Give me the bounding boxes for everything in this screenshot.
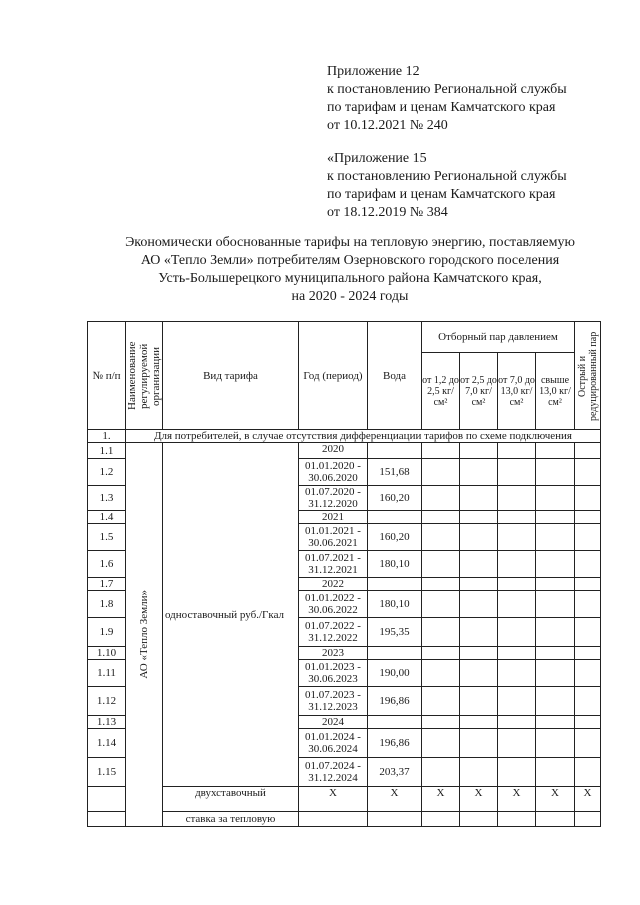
x-mark: X [536, 787, 575, 812]
empty-cell [575, 758, 601, 787]
row-num: 1.2 [88, 459, 126, 486]
appendix-original-line: к постановлению Региональной службы [327, 169, 567, 184]
table-row [88, 443, 601, 459]
water-cell [368, 443, 422, 459]
empty-cell [460, 729, 498, 758]
row-num: 1.3 [88, 486, 126, 511]
x-mark: X [575, 787, 601, 812]
document-title [60, 234, 640, 306]
empty-cell [422, 511, 460, 524]
section-num: 1. [88, 430, 126, 443]
empty-cell [575, 443, 601, 459]
empty-cell [422, 486, 460, 511]
empty-cell [498, 486, 536, 511]
empty-cell [422, 443, 460, 459]
row-num: 1.6 [88, 551, 126, 578]
x-mark: X [460, 787, 498, 812]
period-cell: 2020 [299, 443, 368, 459]
empty-cell [575, 647, 601, 660]
empty-cell [575, 486, 601, 511]
header-sharp-text: Острый и редуцированный пар [576, 330, 599, 421]
org-name-cell [126, 443, 163, 827]
row-num: 1.5 [88, 524, 126, 551]
empty-cell [536, 486, 575, 511]
empty-cell [498, 511, 536, 524]
empty-cell [498, 660, 536, 687]
empty-cell [536, 443, 575, 459]
header-steam-group: Отборный пар давлением [422, 322, 575, 353]
empty-cell [460, 618, 498, 647]
title-line: на 2020 - 2024 годы [291, 289, 409, 304]
header-pressure-4: свыше 13,0 кг/см² [536, 353, 575, 430]
title-line: АО «Тепло Земли» потребителям Озерновского городского поселения [140, 253, 560, 268]
empty-cell [422, 618, 460, 647]
empty-cell [575, 812, 601, 827]
title-line: Усть-Большерецкого муниципального района Камчатского края, [158, 271, 542, 286]
period-cell: 01.07.2024 - 31.12.2024 [299, 758, 368, 787]
row-num: 1.1 [88, 443, 126, 459]
period-cell: 2023 [299, 647, 368, 660]
empty-cell [460, 812, 498, 827]
row-num [88, 812, 126, 827]
row-num: 1.4 [88, 511, 126, 524]
empty-cell [536, 758, 575, 787]
tariff-table [87, 321, 601, 827]
empty-cell [575, 551, 601, 578]
empty-cell [460, 591, 498, 618]
empty-cell [422, 459, 460, 486]
water-cell [368, 647, 422, 660]
x-mark: X [498, 787, 536, 812]
row-num: 1.7 [88, 578, 126, 591]
row-num [88, 787, 126, 812]
empty-cell [536, 459, 575, 486]
empty-cell [575, 524, 601, 551]
empty-cell [422, 660, 460, 687]
header-type: Вид тарифа [163, 322, 299, 430]
empty-cell [575, 729, 601, 758]
empty-cell [498, 687, 536, 716]
empty-cell [575, 511, 601, 524]
appendix-current-line: Приложение 12 [327, 64, 420, 79]
empty-cell [575, 716, 601, 729]
row-num: 1.15 [88, 758, 126, 787]
empty-cell [498, 729, 536, 758]
empty-cell [422, 551, 460, 578]
header-pressure-3: от 7,0 до 13,0 кг/см² [498, 353, 536, 430]
empty-cell [460, 758, 498, 787]
empty-cell [422, 687, 460, 716]
header-org-text: Наименование регулируемой организации [126, 341, 162, 410]
empty-cell [536, 716, 575, 729]
heat-rate-label: ставка за тепловую [163, 812, 299, 827]
empty-cell [536, 578, 575, 591]
empty-cell [575, 618, 601, 647]
empty-cell [422, 647, 460, 660]
empty-cell [460, 716, 498, 729]
period-cell: 01.07.2023 - 31.12.2023 [299, 687, 368, 716]
empty-cell [299, 812, 368, 827]
empty-cell [460, 660, 498, 687]
empty-cell [498, 618, 536, 647]
x-mark: X [299, 787, 368, 812]
period-cell: 01.07.2021 - 31.12.2021 [299, 551, 368, 578]
header-water: Вода [368, 322, 422, 430]
empty-cell [536, 647, 575, 660]
empty-cell [536, 687, 575, 716]
table-row [88, 812, 601, 827]
org-name: АО «Тепло Земли» [138, 590, 150, 679]
empty-cell [460, 551, 498, 578]
period-cell: 01.01.2022 - 30.06.2022 [299, 591, 368, 618]
empty-cell [460, 687, 498, 716]
empty-cell [536, 524, 575, 551]
x-mark: X [422, 787, 460, 812]
empty-cell [536, 812, 575, 827]
water-cell: 196,86 [368, 687, 422, 716]
row-num: 1.12 [88, 687, 126, 716]
empty-cell [460, 486, 498, 511]
table-row [88, 787, 601, 812]
water-cell: 190,00 [368, 660, 422, 687]
appendix-current-line: по тарифам и ценам Камчатского края [327, 100, 556, 115]
water-cell: 160,20 [368, 524, 422, 551]
empty-cell [575, 459, 601, 486]
empty-cell [422, 578, 460, 591]
empty-cell [575, 578, 601, 591]
title-line: Экономически обоснованные тарифы на тепловую энергию, поставляемую [125, 235, 575, 250]
appendix-current-line: к постановлению Региональной службы [327, 82, 567, 97]
empty-cell [575, 591, 601, 618]
water-cell [368, 716, 422, 729]
appendix-original-line: по тарифам и ценам Камчатского края [327, 187, 556, 202]
empty-cell [460, 511, 498, 524]
row-num: 1.11 [88, 660, 126, 687]
water-cell [368, 578, 422, 591]
empty-cell [460, 443, 498, 459]
period-cell: 01.01.2023 - 30.06.2023 [299, 660, 368, 687]
empty-cell [422, 729, 460, 758]
water-cell: 180,10 [368, 551, 422, 578]
tariff-single-cell: одноставочный руб./Гкал [163, 443, 299, 787]
empty-cell [498, 647, 536, 660]
empty-cell [460, 459, 498, 486]
appendix-current-line: от 10.12.2021 № 240 [327, 118, 448, 133]
empty-cell [498, 524, 536, 551]
water-cell [368, 511, 422, 524]
empty-cell [575, 687, 601, 716]
period-cell: 2021 [299, 511, 368, 524]
empty-cell [422, 591, 460, 618]
tariff-two-part: двухставочный [163, 787, 299, 812]
empty-cell [498, 578, 536, 591]
row-num: 1.13 [88, 716, 126, 729]
header-sharp [575, 322, 601, 430]
empty-cell [422, 812, 460, 827]
appendix-original-block [327, 150, 567, 222]
header-pressure-1: от 1,2 до 2,5 кг/см² [422, 353, 460, 430]
water-cell: 203,37 [368, 758, 422, 787]
row-num: 1.14 [88, 729, 126, 758]
empty-cell [422, 524, 460, 551]
period-cell: 01.01.2021 - 30.06.2021 [299, 524, 368, 551]
period-cell: 01.07.2022 - 31.12.2022 [299, 618, 368, 647]
empty-cell [368, 812, 422, 827]
row-num: 1.8 [88, 591, 126, 618]
empty-cell [422, 758, 460, 787]
empty-cell [575, 660, 601, 687]
empty-cell [498, 459, 536, 486]
appendix-original-line: от 18.12.2019 № 384 [327, 205, 448, 220]
empty-cell [536, 591, 575, 618]
empty-cell [460, 578, 498, 591]
header-pressure-2: от 2,5 до 7,0 кг/см² [460, 353, 498, 430]
period-cell: 2022 [299, 578, 368, 591]
x-mark: X [368, 787, 422, 812]
period-cell: 2024 [299, 716, 368, 729]
empty-cell [536, 511, 575, 524]
empty-cell [498, 443, 536, 459]
empty-cell [498, 551, 536, 578]
period-cell: 01.07.2020 - 31.12.2020 [299, 486, 368, 511]
empty-cell [498, 758, 536, 787]
empty-cell [422, 716, 460, 729]
section-text: Для потребителей, в случае отсутствия дифференциации тарифов по схеме подключения [126, 430, 601, 443]
appendix-current-block [327, 63, 567, 135]
empty-cell [536, 618, 575, 647]
empty-cell [536, 729, 575, 758]
empty-cell [536, 551, 575, 578]
water-cell: 195,35 [368, 618, 422, 647]
period-cell: 01.01.2024 - 30.06.2024 [299, 729, 368, 758]
water-cell: 180,10 [368, 591, 422, 618]
water-cell: 151,68 [368, 459, 422, 486]
header-num: № п/п [88, 322, 126, 430]
empty-cell [460, 524, 498, 551]
header-org [126, 322, 163, 430]
empty-cell [460, 647, 498, 660]
empty-cell [498, 716, 536, 729]
empty-cell [498, 812, 536, 827]
empty-cell [536, 660, 575, 687]
empty-cell [498, 591, 536, 618]
water-cell: 196,86 [368, 729, 422, 758]
row-num: 1.10 [88, 647, 126, 660]
period-cell: 01.01.2020 - 30.06.2020 [299, 459, 368, 486]
row-num: 1.9 [88, 618, 126, 647]
water-cell: 160,20 [368, 486, 422, 511]
appendix-original-line: «Приложение 15 [327, 151, 427, 166]
header-year: Год (период) [299, 322, 368, 430]
